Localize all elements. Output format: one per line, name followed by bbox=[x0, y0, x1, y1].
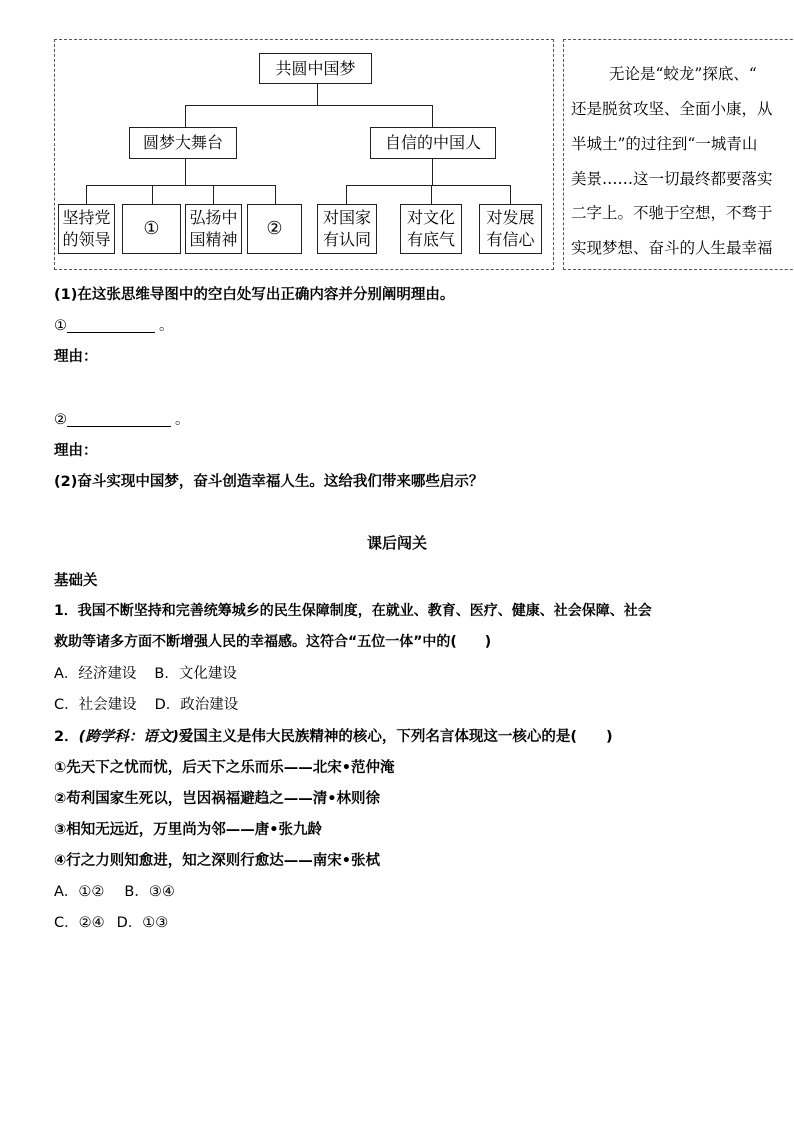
passage-line-4: 美景……这一切最终都要落实 bbox=[571, 170, 773, 188]
blank1-period: 。 bbox=[159, 318, 174, 334]
passage-line-5: 二字上。不驰于空想，不骛于 bbox=[571, 204, 773, 222]
q1-option-a[interactable]: A．经济建设 bbox=[54, 666, 137, 682]
answer-blank-1[interactable] bbox=[67, 316, 155, 333]
q2-item-2: ②苟利国家生死以，岂因祸福避趋之——清•林则徐 bbox=[54, 791, 381, 807]
leaf-1-line-2: 的领导 bbox=[62, 230, 111, 249]
subq1-prompt: (1)在这张思维导图中的空白处写出正确内容并分别阐明理由。 bbox=[54, 287, 455, 303]
blank1-label: ① bbox=[54, 318, 67, 334]
q2-item-1: ①先天下之忧而忧，后天下之乐而乐——北宋•范仲淹 bbox=[54, 760, 395, 776]
connector-left-down bbox=[185, 105, 186, 127]
q1-option-c[interactable]: C．社会建设 bbox=[54, 697, 137, 713]
subsection-title: 基础关 bbox=[54, 573, 98, 589]
mindmap-leaf-5 bbox=[317, 204, 377, 254]
mindmap-leaf-4-blank: ② bbox=[247, 204, 302, 254]
connector-leaf5 bbox=[346, 185, 347, 204]
q1-option-b[interactable]: B．文化建设 bbox=[154, 666, 237, 682]
answer-blank-2[interactable] bbox=[67, 410, 171, 427]
passage-line-3: 半城土”的过往到“一城青山 bbox=[571, 135, 758, 153]
connector-leaf1 bbox=[86, 185, 87, 204]
passage-line-2: 还是脱贫攻坚、全面小康，从 bbox=[571, 100, 773, 118]
question1-line2: 救助等诸多方面不断增强人民的幸福感。这符合“五位一体”中的( ) bbox=[54, 634, 492, 650]
question2-options-row1 bbox=[54, 880, 175, 901]
connector-branch-bar bbox=[185, 105, 433, 106]
leaf-3-line-1: 弘扬中 bbox=[189, 208, 238, 227]
blank1-line bbox=[54, 314, 174, 335]
connector-right-stem bbox=[432, 159, 433, 185]
connector-leaf4 bbox=[275, 185, 276, 204]
mindmap-leaf-7 bbox=[479, 204, 542, 254]
connector-left-stem bbox=[185, 159, 186, 185]
leaf-1-line-1: 坚持党 bbox=[62, 208, 111, 227]
question1-options-row1 bbox=[54, 662, 237, 683]
q2-option-c[interactable]: C．②④ bbox=[54, 915, 105, 931]
q2-tag: (跨学科：语文) bbox=[78, 729, 179, 745]
blank2-label: ② bbox=[54, 412, 67, 428]
question1-line1: 1．我国不断坚持和完善统筹城乡的民生保障制度，在就业、教育、医疗、健康、社会保障、社会 bbox=[54, 603, 652, 619]
connector-root-down bbox=[317, 83, 318, 105]
mindmap-leaf-3 bbox=[185, 204, 242, 254]
leaf-3-line-2: 国精神 bbox=[189, 230, 238, 249]
leaf-6-line-1: 对文化 bbox=[406, 208, 455, 227]
mindmap-branch-right: 自信的中国人 bbox=[370, 127, 496, 159]
leaf-6-line-2: 有底气 bbox=[406, 230, 455, 249]
blank2-line bbox=[54, 408, 190, 429]
q2-option-a[interactable]: A．①② bbox=[54, 884, 105, 900]
question2-options-row2 bbox=[54, 911, 168, 932]
leaf-5-line-2: 有认同 bbox=[322, 230, 371, 249]
connector-right-down bbox=[432, 105, 433, 127]
leaf-7-line-1: 对发展 bbox=[486, 208, 535, 227]
question2-stem bbox=[54, 725, 613, 746]
passage-line-6: 实现梦想、奋斗的人生最幸福 bbox=[571, 239, 773, 257]
mindmap-leaf-1 bbox=[58, 204, 115, 254]
q2-option-d[interactable]: D．①③ bbox=[116, 915, 169, 931]
blank2-period: 。 bbox=[175, 412, 190, 428]
mindmap-branch-left: 圆梦大舞台 bbox=[129, 127, 237, 159]
leaf-7-line-2: 有信心 bbox=[486, 230, 535, 249]
q2-item-3: ③相知无远近，万里尚为邻——唐•张九龄 bbox=[54, 822, 323, 838]
mindmap-root: 共圆中国梦 bbox=[259, 53, 372, 84]
connector-leaf7 bbox=[510, 185, 511, 204]
q1-option-d[interactable]: D．政治建设 bbox=[154, 697, 239, 713]
reason-label-1: 理由： bbox=[54, 349, 98, 365]
q2-option-b[interactable]: B．③④ bbox=[124, 884, 175, 900]
question1-options-row2 bbox=[54, 693, 238, 714]
q2-stem-text: 爱国主义是伟大民族精神的核心，下列名言体现这一核心的是( ) bbox=[178, 729, 613, 745]
section-title: 课后闯关 bbox=[366, 534, 427, 552]
connector-leaf6 bbox=[431, 185, 432, 204]
q2-item-4: ④行之力则知愈进，知之深则行愈达——南宋•张栻 bbox=[54, 853, 381, 869]
mindmap-leaf-6 bbox=[400, 204, 462, 254]
connector-left-bar bbox=[86, 185, 276, 186]
leaf-5-line-1: 对国家 bbox=[322, 208, 371, 227]
connector-leaf3 bbox=[213, 185, 214, 204]
reason-label-2: 理由： bbox=[54, 443, 98, 459]
subq2-prompt: (2)奋斗实现中国梦，奋斗创造幸福人生。这给我们带来哪些启示？ bbox=[54, 474, 484, 490]
passage-line-1: 无论是“蛟龙”探底、“ bbox=[609, 65, 757, 83]
mindmap-leaf-2-blank: ① bbox=[122, 204, 181, 254]
connector-right-bar bbox=[346, 185, 511, 186]
q2-number: 2． bbox=[54, 729, 79, 745]
connector-leaf2 bbox=[152, 185, 153, 204]
